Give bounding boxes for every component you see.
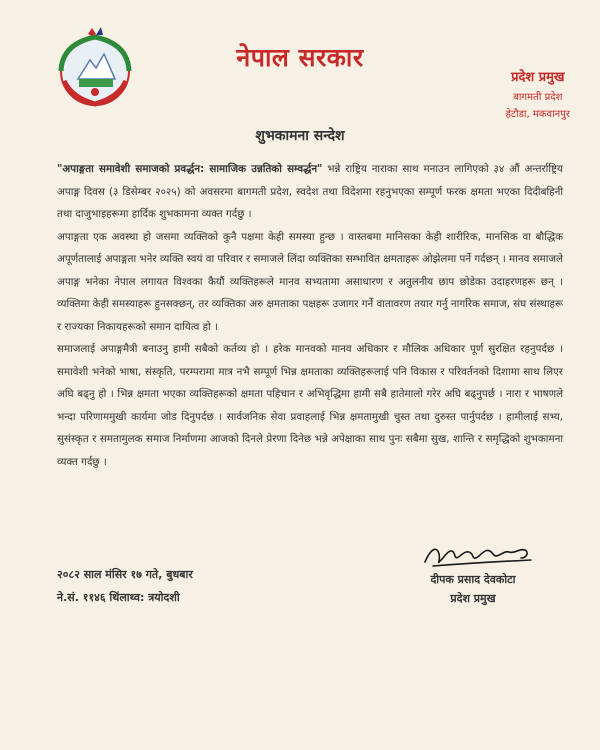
date-bs: २०८२ साल मंसिर १७ गते, बुधबार <box>57 568 193 581</box>
government-title: नेपाल सरकार <box>236 43 364 72</box>
office-location: हेटौडा, मकवानपुर <box>505 109 570 120</box>
signatory-name: दीपक प्रसाद देवकोटा <box>430 573 516 586</box>
office-header <box>506 67 570 120</box>
paragraph-2: अपाङ्गता एक अवस्था हो जसमा व्यक्तिको कुनै पक्षमा केही समस्या हुन्छ । वास्तबमा मानिसका केही शारीरिक, मानसिक वा बौद्धिक अपूर्णतालाई अपाङ्गता भनेर व्यक्ति स्वयं वा परिवार र समाजले लिंदा व्यक्तिका सम्भावित क्षमताहरू ओझेलमा पर्ने गर्दछन् । मानव समाजले अपाङ्ग भनेका नेपाल लगायत विश्वका कैयौं व्यक्तिहरूले मानव सभ्यतामा असाधारण र अतुलनीय छाप छोडेका उदाहरणहरू छन् । व्यक्तिमा केही समस्याहरू हुनसक्छन्, तर व्यक्तिका अरु क्षमताका पक्षहरू उजागर गर्ने वातावरण तयार गर्नु नागरिक समाज, संघ संस्थाहरू र राज्यका निकायहरूको समान दायित्व हो । <box>57 230 563 333</box>
handwritten-signature-icon <box>419 540 539 570</box>
date-block <box>57 563 193 609</box>
signature-block <box>398 540 548 606</box>
signatory-title: प्रदेश प्रमुख <box>450 592 496 605</box>
slogan-quote: "अपाङ्गता समावेशी समाजको प्रवर्द्धन: सामाजिक उन्नतिको सम्वर्द्धन" <box>57 163 323 175</box>
paragraph-3: समाजलाई अपाङ्गमैत्री बनाउनु हामी सबैको कर्तव्य हो । हरेक मानवको मानव अधिकार र मौलिक अधिकार पूर्ण सुरक्षित रहनुपर्दछ । समावेशी भनेको भाषा, संस्कृति, परम्परामा मात्र नभै सम्पूर्ण भिन्न क्षमताका व्यक्तिहरूलाई पनि विकास र परिवर्तनको दिशामा साथ लिएर अघि बढ्नु हो । भिन्न क्षमता भएका व्यक्तिहरूको क्षमता पहिचान र अभिवृद्धिमा हामी सबै हातेमालो गरेर अघि बढ्नुपर्छ । नारा र भाषणले भन्दा परिणाममुखी कार्यमा जोड दिनुपर्दछ । सार्वजनिक सेवा प्रवाहलाई भिन्न क्षमतामुखी चुस्त तथा दुरुस्त पार्नुपर्दछ । हामीलाई सभ्य, सुसंस्कृत र समतामुलक समाज निर्माणमा आजको दिनले प्रेरणा दिनेछ भन्ने अपेक्षाका साथ पुनः सबैमा सुख, शान्ति र समृद्धिको शुभकामना व्यक्त गर्दछु । <box>57 343 563 468</box>
letter-body <box>57 158 563 473</box>
paragraph-1-text: भन्ने राष्ट्रिय नाराका साथ मनाउन लागिएको ३४ औं अन्तर्राष्ट्रिय अपाङ्ग दिवस (३ डिसेम्बर २०२५) को अवसरमा बागमती प्रदेश, स्वदेश तथा विदेशमा रहनुभएका सम्पूर्ण फरक क्षमता भएका दिदीबहिनी तथा दाजुभाइहरूमा हार्दिक शुभकामना व्यक्त गर्दछु । <box>57 163 563 220</box>
province-name: बागमती प्रदेश <box>513 92 563 103</box>
date-ns: ने.सं. ११४६ थिंलाथ्व: त्रयोदशी <box>57 591 180 604</box>
office-title: प्रदेश प्रमुख <box>511 70 565 85</box>
paragraph-1 <box>57 158 563 226</box>
letter-subject: शुभकामना सन्देश <box>255 128 345 144</box>
